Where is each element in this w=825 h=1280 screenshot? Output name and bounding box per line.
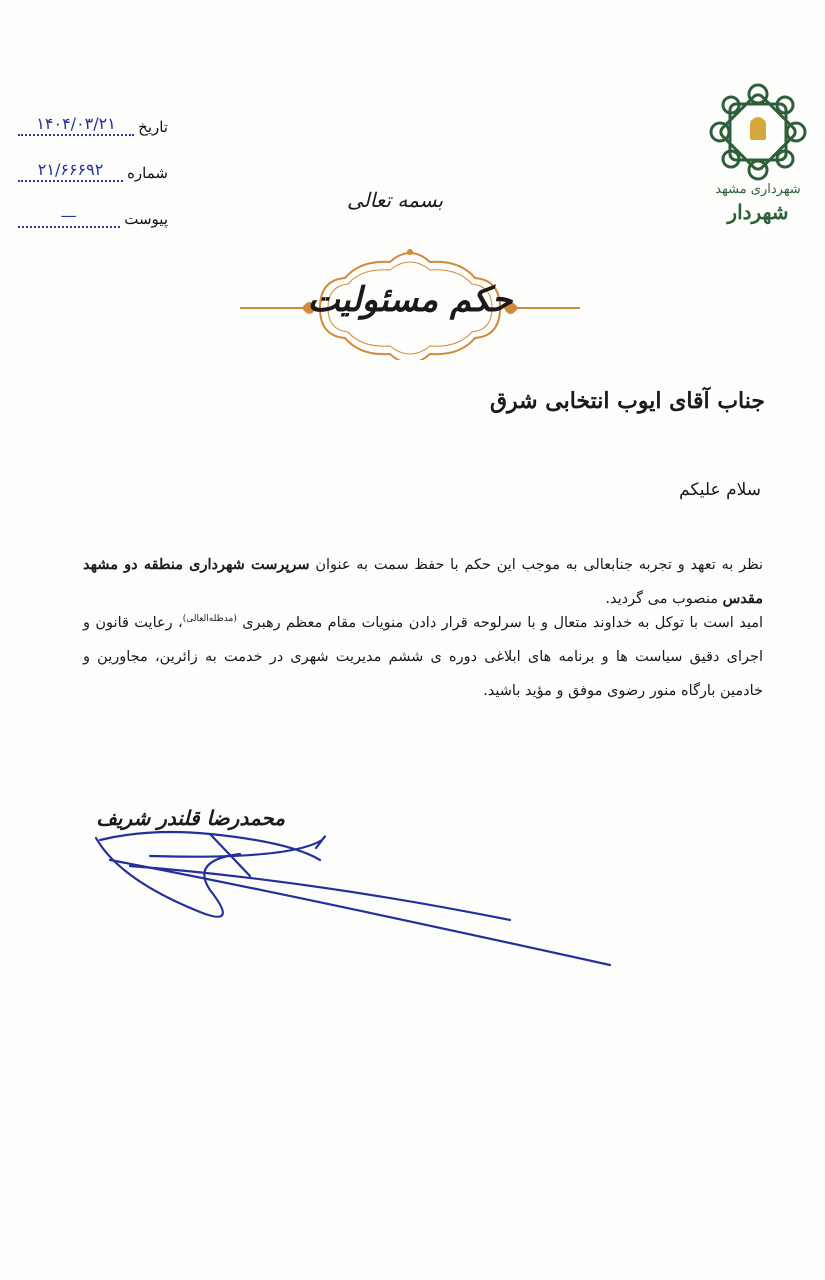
attachment-label: پیوست: [124, 210, 168, 228]
attachment-value: —: [18, 206, 120, 228]
handwritten-signature-icon: [90, 820, 630, 980]
p1-text-after: منصوب می گردید.: [605, 591, 718, 607]
greeting: سلام علیکم: [679, 480, 761, 500]
meta-date: [18, 90, 168, 136]
number-label: شماره: [127, 164, 168, 182]
date-label: تاریخ: [138, 118, 168, 136]
basmala: بسمه تعالی: [346, 188, 444, 212]
p2-superscript: (مدظله‌العالی): [182, 614, 237, 624]
title-frame: [240, 240, 580, 360]
letter-meta: [18, 90, 168, 228]
p2-text-after: ، رعایت قانون و اجرای دقیق سیاست ها و برنامه های ابلاغی دوره ی ششم مدیریت شهری در خدمت به زائرین، مجاورین و خادمین بارگاه منور رضوی موفق و مؤید باشید.: [83, 614, 763, 699]
logo-title: شهردار: [727, 200, 789, 224]
municipality-logo: [708, 82, 808, 242]
p1-position-title: سرپرست شهرداری منطقه دو مشهد مقدس: [83, 556, 763, 607]
p1-text-before: نظر به تعهد و تجربه جنابعالی به موجب این حکم با حفظ سمت به عنوان: [315, 557, 763, 573]
meta-number: [18, 136, 168, 182]
meta-attachment: [18, 182, 168, 228]
signer-name: محمدرضا قلندر شریف: [96, 806, 285, 830]
document-title: حکم مسئولیت: [307, 280, 513, 320]
number-value: ۲۱/۶۶۶۹۲: [18, 160, 123, 182]
p2-text-before: امید است با توکل به خداوند متعال و با سرلوحه قرار دادن منویات مقام معظم رهبری: [242, 614, 763, 631]
body-paragraph-2: [83, 602, 763, 708]
recipient: جناب آقای ایوب انتخابی شرق: [489, 388, 765, 414]
date-value: ۱۴۰۴/۰۳/۲۱: [18, 114, 134, 136]
logo-org-name: شهرداری مشهد: [715, 182, 801, 197]
logo-emblem-icon: [708, 82, 808, 182]
